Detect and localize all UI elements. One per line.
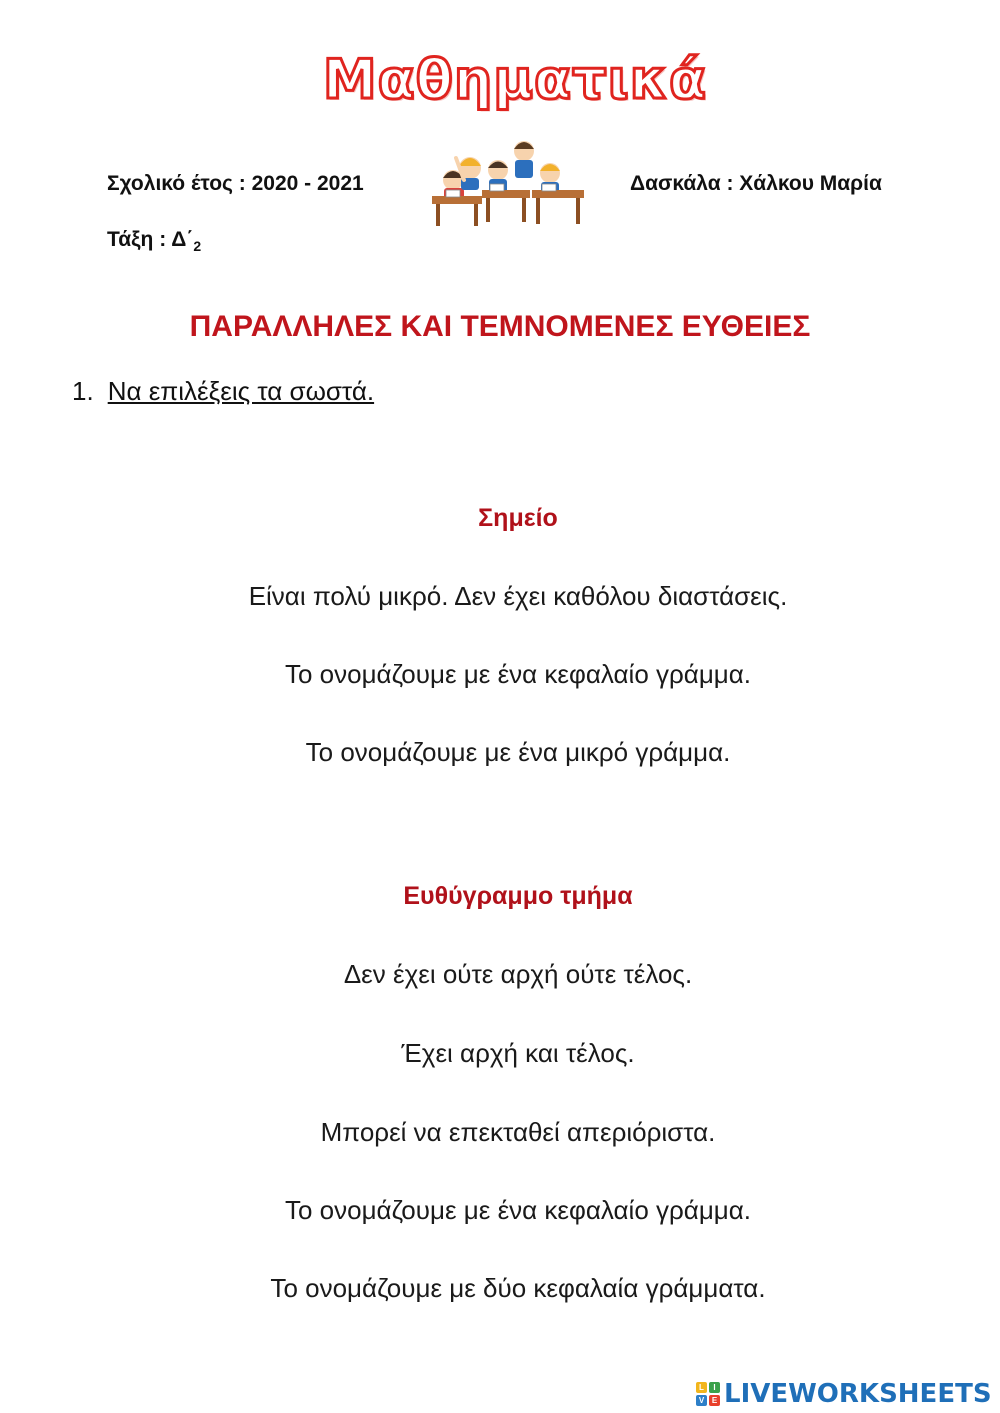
logo-tile: E [709, 1395, 720, 1406]
desk [532, 190, 584, 198]
instruction [72, 376, 374, 407]
option-point-2[interactable]: Το ονομάζουμε με ένα κεφαλαίο γράμμα. [284, 659, 752, 689]
option-segment-5[interactable]: Το ονομάζουμε με δύο κεφαλαία γράμματα. [270, 1273, 766, 1303]
liveworksheets-logo [696, 1377, 992, 1411]
logo-tile: I [709, 1382, 720, 1393]
option-segment-4[interactable]: Το ονομάζουμε με ένα κεφαλαίο γράμμα. [284, 1195, 752, 1225]
class-text: Τάξη : Δ΄ [107, 228, 194, 251]
logo-tile: V [696, 1395, 707, 1406]
instruction-text: Να επιλέξεις τα σωστά. [107, 376, 375, 406]
classroom-illustration [428, 128, 588, 228]
option-point-1[interactable]: Είναι πολύ μικρό. Δεν έχει καθόλου διαστάσεις. [248, 581, 788, 611]
group-heading-point: Σημείο [478, 504, 558, 532]
liveworksheets-logo-text: LIVEWORKSHEETS [724, 1379, 992, 1409]
class-label [107, 228, 201, 254]
teacher-name: Δασκάλα : Χάλκου Μαρία [630, 172, 882, 195]
option-segment-1[interactable]: Δεν έχει ούτε αρχή ούτε τέλος. [343, 959, 693, 989]
option-segment-2[interactable]: Έχει αρχή και τέλος. [401, 1038, 635, 1068]
logo-tile: L [696, 1382, 707, 1393]
student-hair [540, 164, 560, 171]
option-segment-3[interactable]: Μπορεί να επεκταθεί απεριόριστα. [320, 1117, 716, 1147]
main-title: Μαθηματικά [322, 48, 708, 111]
desk [482, 190, 530, 198]
group-heading-segment: Ευθύγραμμο τμήμα [403, 882, 633, 910]
option-point-3[interactable]: Το ονομάζουμε με ένα μικρό γράμμα. [305, 737, 731, 767]
school-year: Σχολικό έτος : 2020 - 2021 [107, 172, 364, 195]
student-hair [514, 142, 534, 149]
section-title: ΠΑΡΑΛΛΗΛΕΣ ΚΑΙ ΤΕΜΝΟΜΕΝΕΣ ΕΥΘΕΙΕΣ [189, 310, 811, 343]
student-hair [488, 162, 508, 169]
instruction-number: 1. [72, 376, 94, 406]
student-hair [459, 158, 481, 166]
class-subscript: 2 [193, 238, 202, 255]
liveworksheets-logo-icon [696, 1382, 720, 1406]
